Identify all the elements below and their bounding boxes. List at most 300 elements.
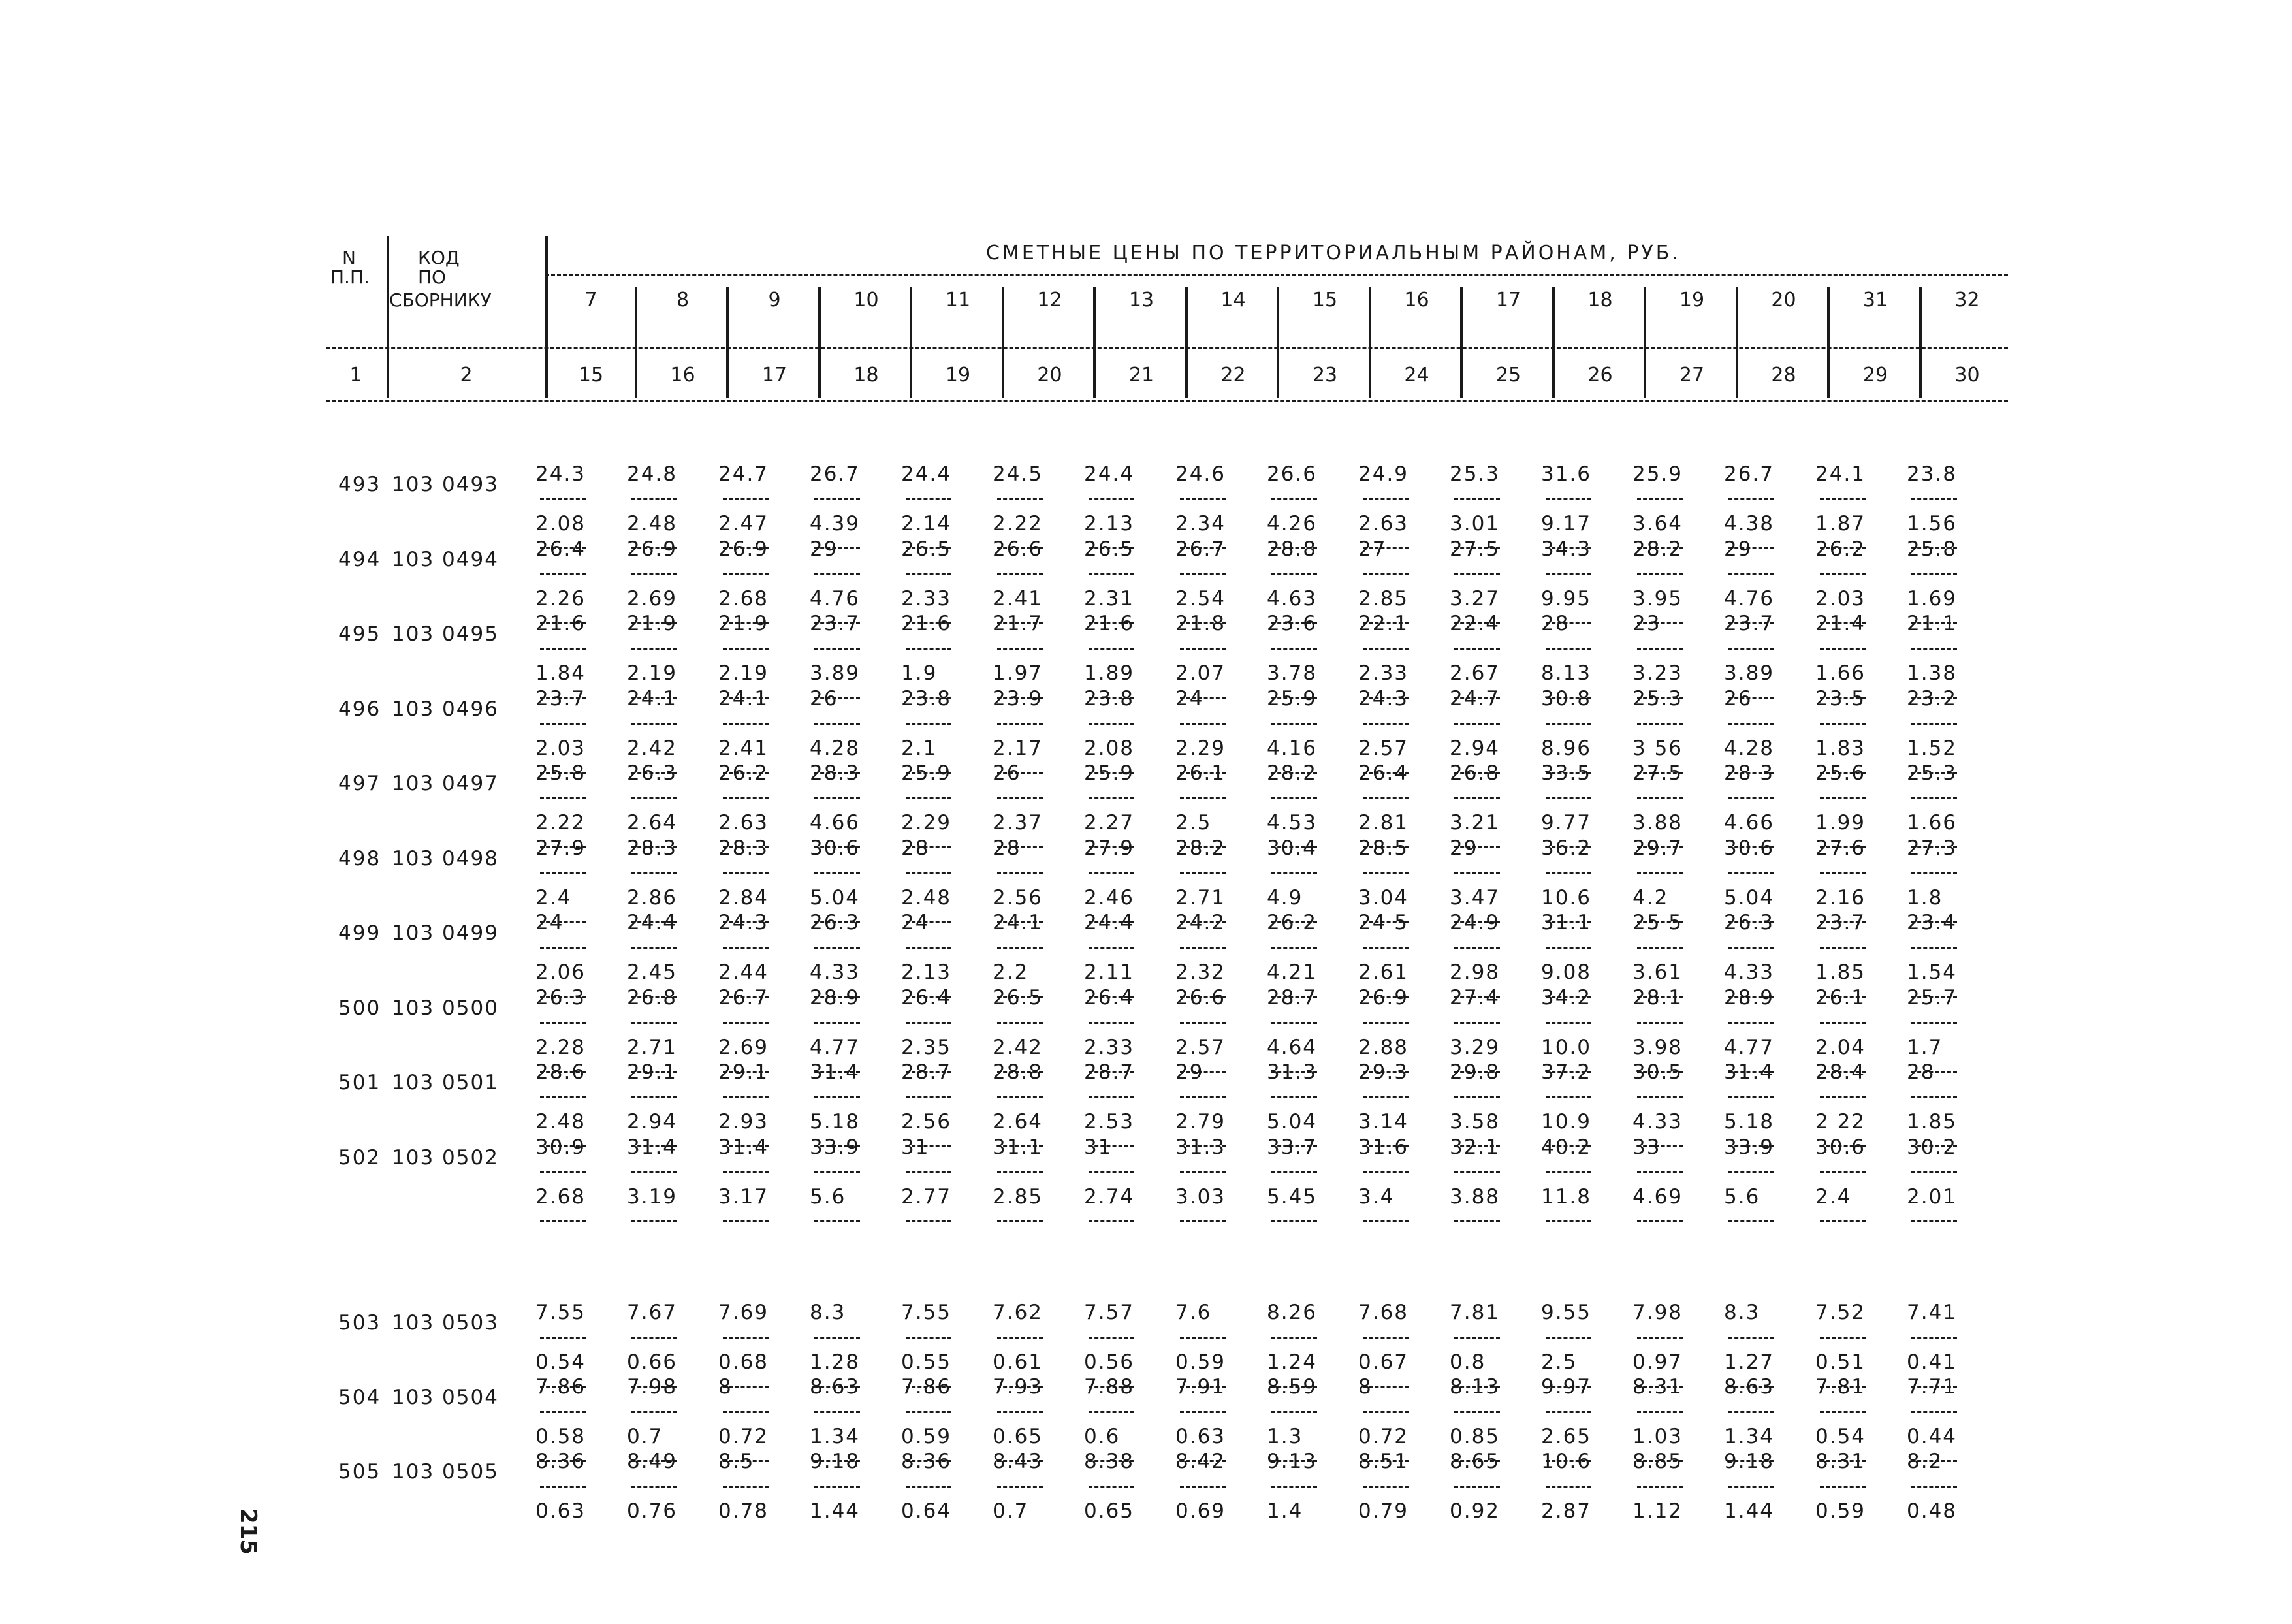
cell-separator bbox=[1911, 797, 1957, 799]
cell-separator bbox=[631, 547, 677, 549]
cell-separator bbox=[1820, 547, 1866, 549]
cell-separator bbox=[1180, 648, 1226, 650]
cell-separator bbox=[1089, 498, 1134, 500]
cell-separator bbox=[631, 947, 677, 949]
price-cell: 2.26 bbox=[535, 586, 586, 611]
cell-separator bbox=[1089, 697, 1134, 699]
cell-separator bbox=[1363, 1096, 1409, 1098]
price-cell: 7.86 bbox=[535, 1375, 586, 1399]
price-cell: 26.3 bbox=[627, 761, 678, 785]
price-cell: 37.2 bbox=[1541, 1060, 1592, 1084]
col-index: 23 bbox=[1312, 364, 1338, 387]
price-cell: 8.85 bbox=[1632, 1450, 1683, 1473]
price-cell: 8.5 bbox=[718, 1450, 755, 1473]
row-number: 499 bbox=[338, 921, 381, 945]
cell-separator bbox=[906, 996, 951, 998]
cell-separator bbox=[814, 697, 860, 699]
price-cell: 28 bbox=[993, 836, 1021, 860]
price-cell: 25.9 bbox=[901, 761, 952, 785]
cell-separator bbox=[1546, 1386, 1591, 1388]
cell-separator bbox=[1454, 1486, 1500, 1488]
price-cell: 3.98 bbox=[1632, 1035, 1683, 1059]
price-cell: 30.8 bbox=[1541, 686, 1592, 710]
region-number: 18 bbox=[1587, 289, 1613, 311]
cell-separator bbox=[631, 1071, 677, 1073]
price-cell: 8.49 bbox=[627, 1450, 678, 1473]
region-number: 8 bbox=[676, 289, 690, 311]
cell-separator bbox=[1637, 648, 1683, 650]
price-cell: 3.14 bbox=[1358, 1110, 1409, 1134]
price-cell: 2.61 bbox=[1358, 961, 1409, 984]
price-cell: 23.8 bbox=[901, 686, 952, 710]
price-cell: 21.8 bbox=[1175, 612, 1226, 635]
cell-separator bbox=[1363, 648, 1409, 650]
price-cell: 2.64 bbox=[993, 1110, 1043, 1134]
cell-separator bbox=[906, 573, 951, 575]
price-cell: 26.5 bbox=[993, 985, 1043, 1010]
cell-separator bbox=[1728, 697, 1774, 699]
price-cell: 2.19 bbox=[627, 661, 678, 685]
cell-separator bbox=[1180, 1071, 1226, 1073]
cell-separator bbox=[1911, 921, 1957, 923]
price-cell: 2.63 bbox=[1358, 512, 1409, 535]
cell-separator bbox=[1637, 1411, 1683, 1413]
price-cell: 2.08 bbox=[1084, 736, 1135, 760]
price-cell: 2.48 bbox=[535, 1110, 586, 1134]
cell-separator bbox=[723, 723, 769, 725]
price-cell: 33.7 bbox=[1267, 1135, 1318, 1159]
cell-separator bbox=[1180, 921, 1226, 923]
cell-separator bbox=[1546, 547, 1591, 549]
price-cell: 0.54 bbox=[535, 1350, 586, 1374]
cell-separator bbox=[1728, 872, 1774, 874]
cell-separator bbox=[997, 1171, 1043, 1173]
price-cell: 2.65 bbox=[1541, 1425, 1592, 1448]
cell-separator bbox=[997, 1220, 1043, 1222]
cell-separator bbox=[1637, 797, 1683, 799]
cell-separator bbox=[1363, 921, 1409, 923]
price-cell: 1.66 bbox=[1815, 661, 1866, 685]
price-cell: 26.4 bbox=[535, 537, 586, 561]
price-cell: 0.48 bbox=[1907, 1499, 1958, 1523]
price-cell: 1.34 bbox=[810, 1425, 861, 1448]
price-cell: 2.67 bbox=[1450, 661, 1501, 685]
price-cell: 4.33 bbox=[1632, 1110, 1683, 1134]
cell-separator bbox=[1546, 947, 1591, 949]
price-cell: 2.69 bbox=[718, 1035, 769, 1059]
row-number: 493 bbox=[338, 473, 381, 496]
cell-separator bbox=[1180, 872, 1226, 874]
cell-separator bbox=[1089, 996, 1134, 998]
cell-separator bbox=[1728, 1486, 1774, 1488]
price-cell: 10.6 bbox=[1541, 885, 1592, 910]
cell-separator bbox=[1546, 573, 1591, 575]
cell-separator bbox=[814, 573, 860, 575]
cell-separator bbox=[1911, 996, 1957, 998]
price-cell: 24.4 bbox=[627, 911, 678, 934]
cell-separator bbox=[540, 1486, 586, 1488]
price-cell: 0.68 bbox=[718, 1350, 769, 1374]
cell-separator bbox=[814, 622, 860, 624]
cell-separator bbox=[1454, 723, 1500, 725]
cell-separator bbox=[1180, 1411, 1226, 1413]
cell-separator bbox=[1363, 797, 1409, 799]
price-cell: 1.99 bbox=[1815, 811, 1866, 835]
cell-separator bbox=[814, 498, 860, 500]
cell-separator bbox=[1911, 1171, 1957, 1173]
cell-separator bbox=[1180, 1337, 1226, 1339]
cell-separator bbox=[723, 772, 769, 774]
cell-separator bbox=[540, 1337, 586, 1339]
cell-separator bbox=[1911, 1096, 1957, 1098]
cell-separator bbox=[1454, 947, 1500, 949]
price-cell: 2.28 bbox=[535, 1035, 586, 1059]
cell-separator bbox=[1271, 1411, 1317, 1413]
cell-separator bbox=[1728, 1096, 1774, 1098]
col-index: 28 bbox=[1771, 364, 1796, 387]
price-cell: 8.3 bbox=[810, 1301, 846, 1324]
cell-separator bbox=[1546, 1171, 1591, 1173]
cell-separator bbox=[1180, 1145, 1226, 1147]
price-cell: 2.56 bbox=[901, 1110, 952, 1134]
cell-separator bbox=[997, 846, 1043, 848]
cell-separator bbox=[540, 947, 586, 949]
cell-separator bbox=[1911, 1022, 1957, 1024]
cell-separator bbox=[997, 547, 1043, 549]
price-cell: 3.17 bbox=[718, 1185, 769, 1209]
price-cell: 10.6 bbox=[1541, 1450, 1592, 1473]
cell-separator bbox=[814, 547, 860, 549]
cell-separator bbox=[1820, 697, 1866, 699]
cell-separator bbox=[997, 622, 1043, 624]
price-cell: 8.36 bbox=[535, 1450, 586, 1473]
price-cell: 2.19 bbox=[718, 661, 769, 685]
cell-separator bbox=[814, 1386, 860, 1388]
price-cell: 9.95 bbox=[1541, 586, 1592, 611]
price-cell: 24.1 bbox=[718, 686, 769, 710]
price-cell: 24.3 bbox=[718, 911, 769, 934]
cell-separator bbox=[1089, 1337, 1134, 1339]
price-cell: 2.03 bbox=[1815, 586, 1866, 611]
cell-separator bbox=[540, 921, 586, 923]
cell-separator bbox=[1089, 723, 1134, 725]
price-cell: 26.3 bbox=[810, 911, 861, 934]
cell-separator bbox=[1363, 1460, 1409, 1462]
cell-separator bbox=[1180, 947, 1226, 949]
price-cell: 2.85 bbox=[993, 1185, 1043, 1209]
price-cell: 23 bbox=[1632, 612, 1661, 635]
price-cell: 2.01 bbox=[1907, 1185, 1958, 1209]
cell-separator bbox=[1637, 1171, 1683, 1173]
price-cell: 0.64 bbox=[901, 1499, 952, 1523]
price-cell: 26.9 bbox=[1358, 985, 1409, 1010]
col-index: 26 bbox=[1587, 364, 1613, 387]
cell-separator bbox=[906, 547, 951, 549]
price-cell: 21.1 bbox=[1907, 612, 1958, 635]
header-rule bbox=[326, 347, 2008, 349]
price-cell: 27.5 bbox=[1450, 537, 1501, 561]
price-cell: 2.37 bbox=[993, 811, 1043, 835]
price-cell: 29.3 bbox=[1358, 1060, 1409, 1084]
row-code: 103 0501 bbox=[392, 1071, 499, 1094]
cell-separator bbox=[631, 1022, 677, 1024]
price-cell: 26.2 bbox=[718, 761, 769, 785]
cell-separator bbox=[1454, 1096, 1500, 1098]
cell-separator bbox=[1089, 1411, 1134, 1413]
price-cell: 2.69 bbox=[627, 586, 678, 611]
region-number: 17 bbox=[1495, 289, 1521, 311]
cell-separator bbox=[1089, 1386, 1134, 1388]
cell-separator bbox=[1728, 772, 1774, 774]
price-cell: 1.87 bbox=[1815, 512, 1866, 535]
price-cell: 30.6 bbox=[810, 836, 861, 860]
cell-separator bbox=[1546, 872, 1591, 874]
price-cell: 9.17 bbox=[1541, 512, 1592, 535]
cell-separator bbox=[1911, 697, 1957, 699]
price-cell: 34.3 bbox=[1541, 537, 1592, 561]
cell-separator bbox=[1180, 1486, 1226, 1488]
cell-separator bbox=[1637, 1096, 1683, 1098]
price-cell: 26.9 bbox=[718, 537, 769, 561]
price-cell: 3.78 bbox=[1267, 661, 1318, 685]
price-cell: 2.16 bbox=[1815, 885, 1866, 910]
price-cell: 23.2 bbox=[1907, 686, 1958, 710]
price-cell: 0.65 bbox=[993, 1425, 1043, 1448]
cell-separator bbox=[723, 846, 769, 848]
price-cell: 27.6 bbox=[1815, 836, 1866, 860]
price-cell: 2.81 bbox=[1358, 811, 1409, 835]
price-cell: 0.92 bbox=[1450, 1499, 1501, 1523]
price-cell: 29 bbox=[1450, 836, 1478, 860]
cell-separator bbox=[997, 1386, 1043, 1388]
price-cell: 1.24 bbox=[1267, 1350, 1318, 1374]
price-cell: 21.9 bbox=[718, 612, 769, 635]
cell-separator bbox=[906, 772, 951, 774]
cell-separator bbox=[1820, 1460, 1866, 1462]
price-cell: 4.16 bbox=[1267, 736, 1318, 760]
cell-separator bbox=[1728, 797, 1774, 799]
price-cell: 5.45 bbox=[1267, 1185, 1318, 1209]
price-cell: 2.88 bbox=[1358, 1035, 1409, 1059]
price-cell: 26.5 bbox=[1084, 537, 1135, 561]
price-cell: 28.4 bbox=[1815, 1060, 1866, 1084]
row-number: 502 bbox=[338, 1145, 381, 1170]
cell-separator bbox=[631, 1486, 677, 1488]
col-index: 30 bbox=[1954, 364, 1980, 387]
price-cell: 2.29 bbox=[901, 811, 952, 835]
cell-separator bbox=[1271, 1337, 1317, 1339]
price-cell: 27.3 bbox=[1907, 836, 1958, 860]
cell-separator bbox=[540, 1460, 586, 1462]
price-cell: 1.12 bbox=[1632, 1499, 1683, 1523]
region-number: 14 bbox=[1220, 289, 1246, 311]
price-cell: 24.1 bbox=[993, 911, 1043, 934]
price-cell: 1.83 bbox=[1815, 736, 1866, 760]
row-number: 496 bbox=[338, 697, 381, 721]
cell-separator bbox=[906, 1096, 951, 1098]
cell-separator bbox=[1363, 1386, 1409, 1388]
price-cell: 9.18 bbox=[1724, 1450, 1775, 1473]
price-cell: 23.9 bbox=[993, 686, 1043, 710]
cell-separator bbox=[1637, 1022, 1683, 1024]
cell-separator bbox=[1546, 1071, 1591, 1073]
price-cell: 26.1 bbox=[1175, 761, 1226, 785]
cell-separator bbox=[540, 846, 586, 848]
cell-separator bbox=[631, 1145, 677, 1147]
cell-separator bbox=[1820, 996, 1866, 998]
price-cell: 2.34 bbox=[1175, 512, 1226, 535]
cell-separator bbox=[1271, 573, 1317, 575]
price-cell: 3.95 bbox=[1632, 586, 1683, 611]
cell-separator bbox=[1911, 772, 1957, 774]
cell-separator bbox=[1363, 1145, 1409, 1147]
price-cell: 28.7 bbox=[901, 1060, 952, 1084]
price-cell: 33 bbox=[1632, 1135, 1661, 1159]
price-cell: 3.29 bbox=[1450, 1035, 1501, 1059]
price-cell: 2.2 bbox=[993, 961, 1029, 984]
price-cell: 8.65 bbox=[1450, 1450, 1501, 1473]
price-cell: 0.54 bbox=[1815, 1425, 1866, 1448]
price-cell: 2.42 bbox=[627, 736, 678, 760]
col-index: 2 bbox=[460, 364, 473, 387]
cell-separator bbox=[997, 772, 1043, 774]
price-cell: 0.66 bbox=[627, 1350, 678, 1374]
price-cell: 28.8 bbox=[1267, 537, 1318, 561]
cell-separator bbox=[1363, 622, 1409, 624]
price-cell: 7.91 bbox=[1175, 1375, 1226, 1399]
price-cell: 8.31 bbox=[1815, 1450, 1866, 1473]
cell-separator bbox=[997, 1096, 1043, 1098]
price-cell: 2.87 bbox=[1541, 1499, 1592, 1523]
cell-separator bbox=[997, 872, 1043, 874]
cell-separator bbox=[723, 648, 769, 650]
row-code: 103 0497 bbox=[392, 772, 499, 795]
price-cell: 8.96 bbox=[1541, 736, 1592, 760]
cell-separator bbox=[540, 872, 586, 874]
price-cell: 2.33 bbox=[901, 586, 952, 611]
cell-separator bbox=[997, 1022, 1043, 1024]
price-cell: 2.68 bbox=[535, 1185, 586, 1209]
cell-separator bbox=[1728, 996, 1774, 998]
cell-separator bbox=[1728, 846, 1774, 848]
cell-separator bbox=[1454, 1411, 1500, 1413]
price-cell: 7.68 bbox=[1358, 1301, 1409, 1324]
cell-separator bbox=[1728, 1460, 1774, 1462]
row-code: 103 0502 bbox=[392, 1145, 499, 1170]
price-cell: 2.53 bbox=[1084, 1110, 1135, 1134]
cell-separator bbox=[814, 772, 860, 774]
price-cell: 28.8 bbox=[993, 1060, 1043, 1084]
cell-separator bbox=[1363, 573, 1409, 575]
cell-separator bbox=[1820, 1411, 1866, 1413]
price-cell: 26.2 bbox=[1267, 911, 1318, 934]
price-cell: 0.59 bbox=[1175, 1350, 1226, 1374]
cell-separator bbox=[1271, 622, 1317, 624]
cell-separator bbox=[1820, 921, 1866, 923]
cell-separator bbox=[1271, 947, 1317, 949]
price-cell: 3.89 bbox=[810, 661, 861, 685]
cell-separator bbox=[1546, 498, 1591, 500]
price-cell: 7.55 bbox=[535, 1301, 586, 1324]
price-cell: 1.4 bbox=[1267, 1499, 1303, 1523]
price-cell: 24.7 bbox=[718, 462, 769, 486]
price-cell: 7.67 bbox=[627, 1301, 678, 1324]
cell-separator bbox=[1637, 697, 1683, 699]
price-cell: 24.3 bbox=[535, 462, 586, 486]
cell-separator bbox=[1911, 1386, 1957, 1388]
cell-separator bbox=[1180, 573, 1226, 575]
price-cell: 33.9 bbox=[810, 1135, 861, 1159]
cell-separator bbox=[540, 547, 586, 549]
cell-separator bbox=[1546, 797, 1591, 799]
price-cell: 2.48 bbox=[901, 885, 952, 910]
cell-separator bbox=[1363, 1220, 1409, 1222]
price-cell: 5.04 bbox=[1267, 1110, 1318, 1134]
price-cell: 2.27 bbox=[1084, 811, 1135, 835]
price-cell: 4.26 bbox=[1267, 512, 1318, 535]
cell-separator bbox=[1363, 697, 1409, 699]
price-cell: 29 bbox=[810, 537, 838, 561]
price-cell: 3.21 bbox=[1450, 811, 1501, 835]
cell-separator bbox=[540, 622, 586, 624]
cell-separator bbox=[1820, 1337, 1866, 1339]
cell-separator bbox=[1546, 1022, 1591, 1024]
price-cell: 25.9 bbox=[1267, 686, 1318, 710]
cell-separator bbox=[906, 648, 951, 650]
cell-separator bbox=[997, 947, 1043, 949]
cell-separator bbox=[540, 573, 586, 575]
col-index: 18 bbox=[853, 364, 879, 387]
cell-separator bbox=[1820, 1145, 1866, 1147]
price-cell: 11.8 bbox=[1541, 1185, 1592, 1209]
price-cell: 29.1 bbox=[718, 1060, 769, 1084]
cell-separator bbox=[723, 872, 769, 874]
price-cell: 0.8 bbox=[1450, 1350, 1486, 1374]
price-cell: 25.3 bbox=[1907, 761, 1958, 785]
kod-label: КОД bbox=[418, 247, 460, 268]
cell-separator bbox=[1637, 547, 1683, 549]
price-cell: 2.56 bbox=[993, 885, 1043, 910]
price-cell: 3.64 bbox=[1632, 512, 1683, 535]
price-cell: 28.7 bbox=[1267, 985, 1318, 1010]
price-cell: 24.5 bbox=[993, 462, 1043, 486]
price-cell: 28 bbox=[1907, 1060, 1935, 1084]
price-cell: 25.8 bbox=[1907, 537, 1958, 561]
price-cell: 7.52 bbox=[1815, 1301, 1866, 1324]
cell-separator bbox=[631, 846, 677, 848]
region-number: 10 bbox=[853, 289, 879, 311]
cell-separator bbox=[1363, 1486, 1409, 1488]
price-cell: 2.07 bbox=[1175, 661, 1226, 685]
price-cell: 24 bbox=[535, 911, 564, 934]
price-cell: 24.2 bbox=[1175, 911, 1226, 934]
price-cell: 2.1 bbox=[901, 736, 938, 760]
cell-separator bbox=[1089, 947, 1134, 949]
price-cell: 2.47 bbox=[718, 512, 769, 535]
cell-separator bbox=[1089, 872, 1134, 874]
price-cell: 23.7 bbox=[1815, 911, 1866, 934]
price-cell: 1.66 bbox=[1907, 811, 1958, 835]
price-cell: 7.62 bbox=[993, 1301, 1043, 1324]
cell-separator bbox=[997, 996, 1043, 998]
cell-separator bbox=[1637, 1220, 1683, 1222]
price-cell: 26.4 bbox=[1358, 761, 1409, 785]
price-cell: 8.63 bbox=[810, 1375, 861, 1399]
price-cell: 22.1 bbox=[1358, 612, 1409, 635]
cell-separator bbox=[997, 1145, 1043, 1147]
row-number: 501 bbox=[338, 1071, 381, 1094]
price-cell: 26.7 bbox=[1175, 537, 1226, 561]
